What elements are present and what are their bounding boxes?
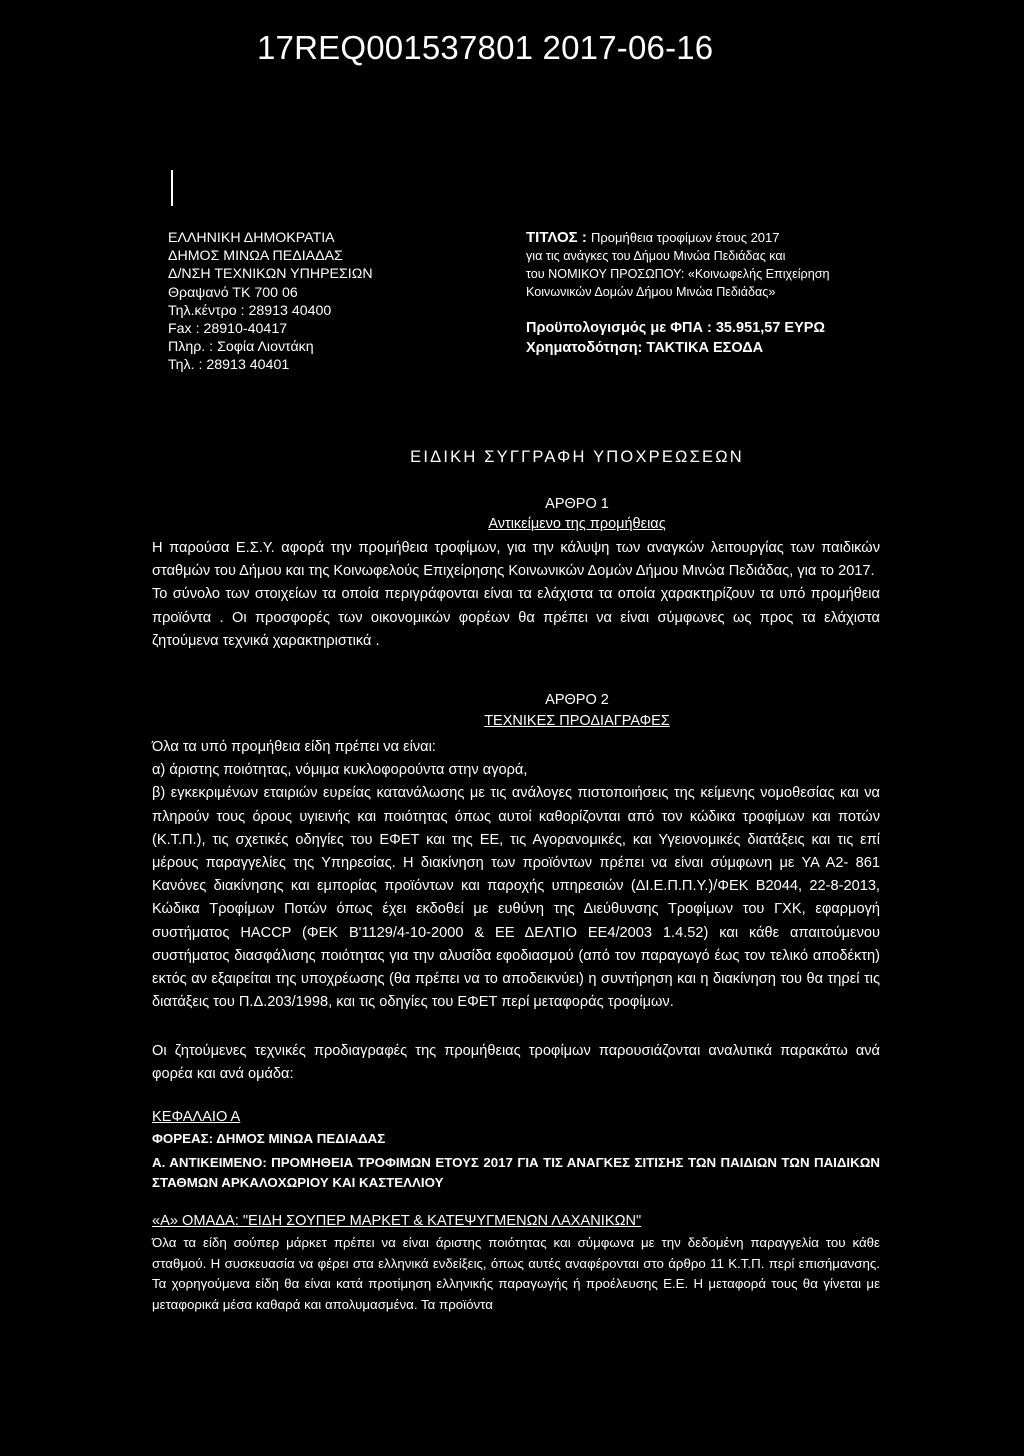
title-text: Προμήθεια τροφίμων έτους 2017 [591,230,780,245]
sender-line: Πληρ. : Σοφία Λιοντάκη [168,339,314,356]
sender-block [168,229,373,375]
group-a-text: Όλα τα είδη σούπερ μάρκετ πρέπει να είναι άριστης ποιότητας και σύμφωνα με την δεδομένη παραγγελία του κάθε σταθμού. Η συσκευασία να φέρει στα ελληνικά ενδείξεις, όπως αυτές αναφέρονται στο άρθρο 11 Κ.Τ.Π. περί επισήμανσης. Τα χορηγούμενα είδη θα είναι κατά προτίμηση ελληνικής παραγωγής ή προέλευσης Ε.Ε. Η μεταφορά τους θα γίνεται με μεταφορικά μέσα καθαρά και απολυμασμένα. Τα προϊόντα [152,1235,880,1312]
article-2-number: ΑΡΘΡΟ 2 [545,692,609,708]
paragraph: Οι ζητούμενες τεχνικές προδιαγραφές της προμήθειας τροφίμων παρουσιάζονται αναλυτικά παρακάτω ανά φορέα και ανά ομάδα: [152,1043,880,1083]
article-1-number: ΑΡΘΡΟ 1 [545,496,609,512]
article-1-title: Αντικείμενο της προμήθειας [488,516,666,532]
chapter-body: ΦΟΡΕΑΣ: ΔΗΜΟΣ ΜΙΝΩΑ ΠΕΔΙΑΔΑΣ [152,1131,386,1147]
sender-line: Fax : 28910-40417 [168,321,288,338]
sender-line: ΔΗΜΟΣ ΜΙΝΩΑ ΠΕΔΙΑΔΑΣ [168,248,343,265]
group-a-title: «Α» ΟΜΑΔΑ: "ΕΙΔΗ ΣΟΥΠΕΡ ΜΑΡΚΕΤ & ΚΑΤΕΨΥΓΜΕΝΩΝ ΛΑΧΑΝΙΚΩΝ" [152,1213,642,1229]
reference-number: 17REQ001537801 2017-06-16 [257,29,714,66]
document-heading: ΕΙΔΙΚΗ ΣΥΓΓΡΑΦΗ ΥΠΟΧΡΕΩΣΕΩΝ [410,448,744,466]
title-label: ΤΙΤΛΟΣ : [526,229,587,246]
sender-line: Θραψανό ΤΚ 700 06 [168,284,298,301]
sender-line: Τηλ.κέντρο : 28913 40400 [168,302,332,319]
chapter-a [152,1106,880,1193]
article-2-body [152,736,880,1014]
article-1-body [152,537,880,653]
budget: Προϋπολογισμός με ΦΠΑ : 35.951,57 ΕΥΡΩ [526,320,826,336]
chapter-title: ΚΕΦΑΛΑΙΟ Α [152,1109,241,1125]
paragraph: Η παρούσα Ε.Σ.Υ. αφορά την προμήθεια τροφίμων, για την κάλυψη των αναγκών λειτουργίας των παιδικών σταθμών του Δήμου και της Κοινωφελούς Επιχείρησης Κοινωνικών Δομών Δήμου Μινώα Πεδιάδας, για το 2017. [152,540,880,580]
sender-line: Τηλ. : 28913 40401 [168,357,290,374]
group-a [152,1210,880,1315]
chapter-object: Α. ΑΝΤΙΚΕΙΜΕΝΟ: ΠΡΟΜΗΘΕΙΑ ΤΡΟΦΙΜΩΝ ΕΤΟΥΣ 2017 ΓΙΑ ΤΙΣ ΑΝΑΓΚΕΣ ΣΙΤΙΣΗΣ ΤΩΝ ΠΑΙΔΙΩΝ ΤΩΝ ΠΑΙΔΙΚΩΝ ΣΤΑΘΜΩΝ ΑΡΚΑΛΟΧΩΡΙΟΥ ΚΑΙ ΚΑΣΤΕΛΛΙΟΥ [152,1155,880,1191]
title-block [526,229,996,358]
funding: Χρηματοδότηση: ΤΑΚΤΙΚΑ ΕΣΟΔΑ [526,340,764,356]
paragraph: Όλα τα υπό προμήθεια είδη πρέπει να είναι: [152,739,436,755]
title-line: για τις ανάγκες του Δήμου Μινώα Πεδιάδας και [526,249,786,263]
sender-line: ΕΛΛΗΝΙΚΗ ΔΗΜΟΚΡΑΤΙΑ [168,230,335,246]
paragraph: α) άριστης ποιότητας, νόμιμα κυκλοφορούντα στην αγορά, [152,762,528,779]
title-line [526,229,996,247]
specs-intro [152,1040,880,1086]
paragraph: Το σύνολο των στοιχείων τα οποία περιγράφονται είναι τα ελάχιστα τα οποία χαρακτηρίζουν τα υπό προμήθεια προϊόντα . Οι προσφορές των οικονομικών φορέων θα πρέπει να είναι σύμφωνες ως προς τα ελάχιστα ζητούμενα τεχνικά χαρακτηριστικά . [152,586,880,649]
article-2-title: ΤΕΧΝΙΚΕΣ ΠΡΟΔΙΑΓΡΑΦΕΣ [484,713,670,729]
title-line: του ΝΟΜΙΚΟΥ ΠΡΟΣΩΠΟΥ: «Κοινωφελής Επιχείρηση [526,267,830,281]
text-cursor [171,170,173,206]
title-line: Κοινωνικών Δομών Δήμου Μινώα Πεδιάδας» [526,285,776,299]
sender-line: Δ/ΝΣΗ ΤΕΧΝΙΚΩΝ ΥΠΗΡΕΣΙΩΝ [168,266,373,283]
paragraph: β) εγκεκριμένων εταιριών ευρείας κατανάλωσης με τις ανάλογες πιστοποιήσεις της κείμενης νομοθεσίας και να πληρούν τους όρους υγιεινής και ποιότητας όπως αυτοί καθορίζονται από τον κώδικα τροφίμων και ποτών (Κ.Τ.Π.), τις σχετικές οδηγίες του ΕΦΕΤ και της ΕΕ, τις Αγορανομικές, και Υγειονομικές διατάξεις και τις επί μέρους παραγγελίες της Υπηρεσίας. Η διακίνηση των προϊόντων πρέπει να είναι σύμφωνη με ΥΑ Α2- 861 Κανόνες διακίνησης και εμπορίας προϊόντων και παροχής υπηρεσιών (ΔΙ.Ε.Π.Π.Υ.)/ΦΕΚ Β2044, 22-8-2013, Κώδικα Τροφίμων Ποτών όπως έχει εκδοθεί με ευθύνη της Διεύθυνσης Τροφίμων του ΓΧΚ, εφαρμογή συστήματος HACCP (ΦΕΚ Β'1129/4-10-2000 & ΕΕ ΔΕΛΤΙΟ ΕΕ4/2003 1.4.52) και κάθε απαιτούμενου συστήματος διασφάλισης ποιότητας για την αλυσίδα εφοδιασμού (από τον παραγωγό έως τον τελικό αποδέκτη) εκτός αν εξαιρείται της υποχρέωσης (θα πρέπει να το αποδεικνύει) η συντήρηση και η διακίνηση του θα τηρεί τις διατάξεις του Π.Δ.203/1998, και τις οδηγίες του ΕΦΕΤ περί μεταφοράς τροφίμων. [152,785,880,1011]
